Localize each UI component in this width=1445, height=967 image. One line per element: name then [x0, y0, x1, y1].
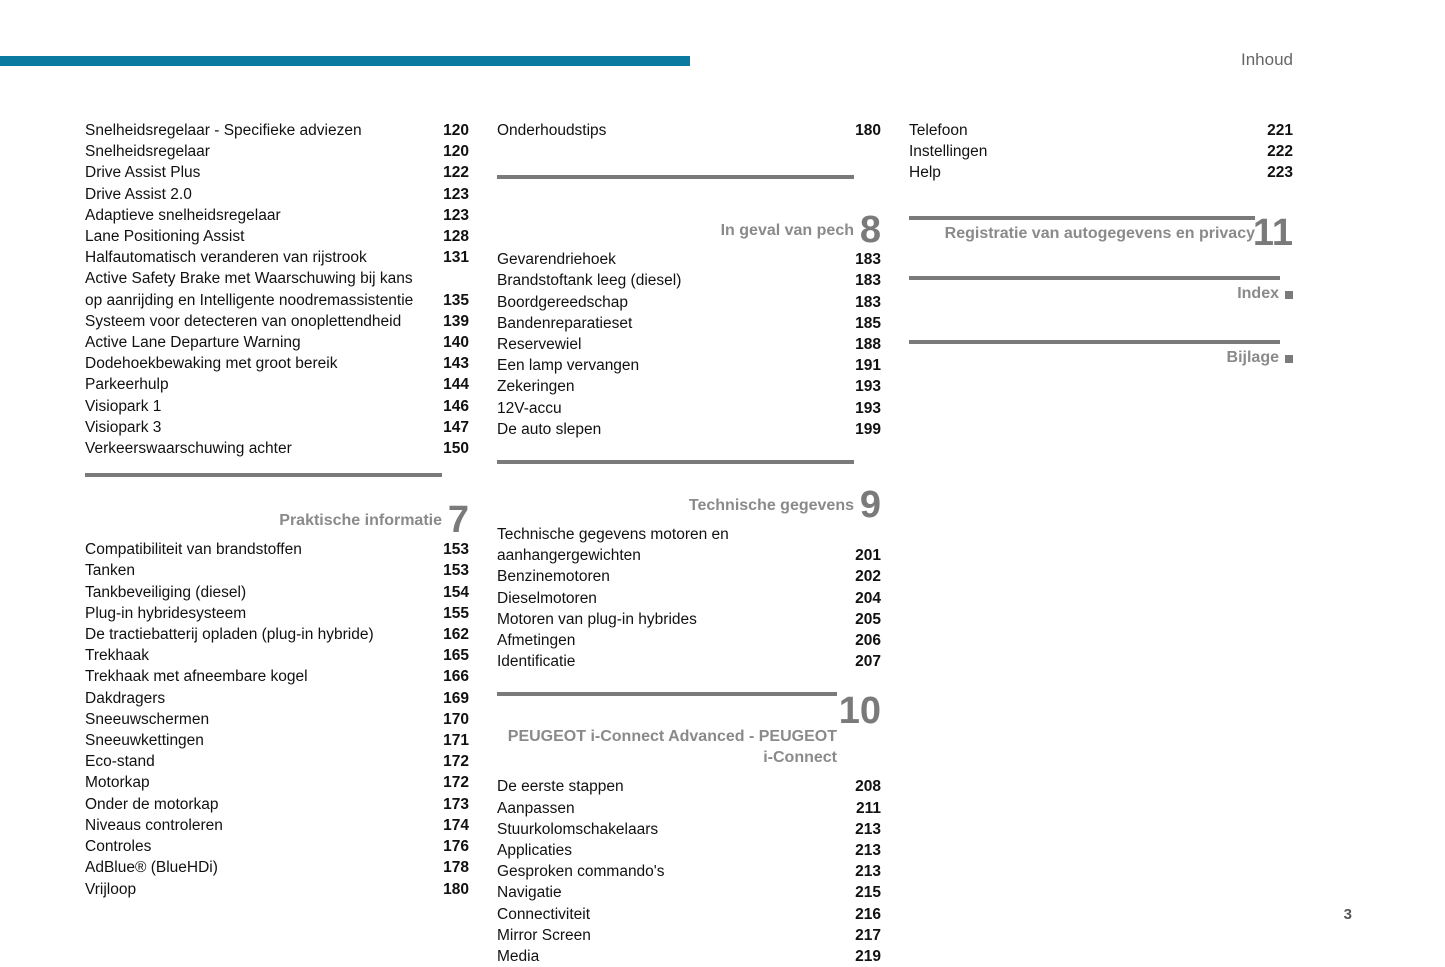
toc-entry[interactable]	[85, 374, 469, 395]
section-header-11[interactable]	[909, 211, 1293, 254]
toc-entry-title: Snelheidsregelaar - Specifieke adviezen	[85, 122, 362, 139]
toc-entry-page: 153	[443, 562, 469, 580]
toc-entry-title: De tractiebatterij opladen (plug-in hybride)	[85, 626, 374, 644]
section-header-index[interactable]	[909, 276, 1293, 304]
toc-entry-title: Controles	[85, 838, 152, 856]
toc-entry-title: Help	[909, 164, 941, 182]
toc-entry-title: Tanken	[85, 562, 135, 580]
toc-entry-page: 193	[855, 399, 881, 417]
toc-entry-title: Applicaties	[497, 842, 572, 860]
toc-entry-title: Boordgereedschap	[497, 293, 628, 311]
toc-entry[interactable]	[85, 438, 469, 459]
toc-entry[interactable]	[85, 582, 469, 603]
toc-entry-title: Systeem voor detecteren van onoplettendheid	[85, 312, 402, 330]
toc-entry-page: 150	[443, 440, 469, 458]
toc-entry-title: Motorkap	[85, 774, 150, 792]
section-title: Technische gegevens	[688, 497, 854, 515]
toc-entry-title: Een lamp vervangen	[497, 357, 640, 375]
toc-entry-title: Telefoon	[909, 122, 968, 139]
toc-entry[interactable]	[497, 904, 881, 925]
section-title: Bijlage	[1226, 348, 1279, 366]
toc-list	[85, 120, 469, 459]
toc-entry[interactable]	[497, 882, 881, 903]
toc-entry[interactable]	[85, 857, 469, 878]
toc-entry[interactable]	[85, 751, 469, 772]
toc-entry[interactable]	[85, 836, 469, 857]
toc-entry[interactable]	[85, 417, 469, 438]
section-number: 8	[859, 209, 881, 252]
section-rule	[85, 473, 442, 477]
toc-entry-title: Active Safety Brake met Waarschuwing bij kans op aanrijding en Intelligente noodremassistentie	[85, 270, 414, 309]
toc-entry-page: 183	[855, 293, 881, 311]
toc-entry-page: 144	[443, 376, 469, 394]
toc-entry-title: AdBlue® (BlueHDi)	[85, 859, 218, 877]
toc-entry[interactable]	[497, 334, 881, 355]
toc-entry-page: 183	[855, 251, 881, 269]
toc-entry[interactable]	[497, 270, 881, 291]
toc-entry-page: 193	[855, 378, 881, 396]
page-number: 3	[1343, 906, 1352, 923]
section-header-8[interactable]	[497, 175, 881, 252]
toc-entry[interactable]	[85, 205, 469, 226]
section-title: In geval van pech	[720, 222, 854, 240]
section-number: 9	[859, 484, 881, 527]
square-bullet-icon	[1285, 355, 1293, 363]
toc-entry[interactable]	[85, 353, 469, 374]
toc-entry-page: 170	[443, 710, 469, 728]
section-header-7[interactable]	[85, 473, 469, 542]
toc-column-3	[909, 120, 1293, 368]
toc-entry-page: 139	[443, 312, 469, 330]
toc-entry[interactable]	[497, 819, 881, 840]
toc-entry-title: Technische gegevens motoren en aanhangergewichten	[497, 526, 729, 565]
toc-entry-page: 178	[443, 859, 469, 877]
section-rule	[497, 692, 837, 696]
toc-entry[interactable]	[85, 688, 469, 709]
toc-entry[interactable]	[497, 588, 881, 609]
square-bullet-icon	[1285, 291, 1293, 299]
top-accent-bar	[0, 56, 690, 66]
toc-entry-page: 165	[443, 647, 469, 665]
toc-entry[interactable]	[497, 313, 881, 334]
toc-entry[interactable]	[85, 184, 469, 205]
toc-entry-title: 12V-accu	[497, 399, 562, 417]
toc-entry-title: Aanpassen	[497, 799, 575, 817]
toc-entry-page: 206	[855, 632, 881, 650]
toc-entry[interactable]	[85, 624, 469, 645]
toc-list	[909, 120, 1293, 184]
toc-entry-title: Drive Assist Plus	[85, 164, 201, 182]
section-rule	[497, 175, 854, 179]
section-header-10[interactable]	[497, 692, 881, 776]
section-number: 10	[838, 690, 881, 733]
toc-entry-title: De eerste stappen	[497, 778, 624, 796]
toc-entry[interactable]	[85, 162, 469, 183]
toc-entry-title: Tankbeveiliging (diesel)	[85, 583, 247, 601]
toc-entry-page: 223	[1267, 164, 1293, 182]
toc-entry-title: Dieselmotoren	[497, 589, 597, 607]
toc-entry-page: 211	[855, 799, 881, 817]
toc-entry-page: 172	[443, 753, 469, 771]
section-rule	[909, 276, 1280, 280]
toc-entry-page: 213	[855, 820, 881, 838]
toc-entry-title: Vrijloop	[85, 880, 137, 898]
section-title: Index	[1237, 284, 1279, 302]
toc-entry[interactable]	[497, 566, 881, 587]
toc-entry-title: Mirror Screen	[497, 926, 591, 944]
toc-entry-page: 122	[443, 164, 469, 182]
toc-entry-title: Reservewiel	[497, 336, 582, 354]
toc-entry-title: Lane Positioning Assist	[85, 228, 245, 246]
section-number: 11	[1252, 211, 1293, 254]
toc-entry[interactable]	[85, 332, 469, 353]
toc-entry[interactable]	[497, 249, 881, 270]
toc-entry[interactable]	[497, 398, 881, 419]
toc-entry[interactable]	[497, 609, 881, 630]
toc-entry[interactable]	[85, 709, 469, 730]
toc-entry-title: Niveaus controleren	[85, 816, 223, 834]
toc-list	[497, 524, 881, 672]
toc-entry-title: Brandstoftank leeg (diesel)	[497, 272, 682, 290]
toc-entry-title: Navigatie	[497, 884, 562, 902]
toc-entry-page: 131	[443, 249, 469, 267]
toc-entry-page: 213	[855, 842, 881, 860]
toc-entry-page: 199	[855, 420, 881, 438]
toc-entry-page: 155	[443, 604, 469, 622]
section-rule	[497, 460, 854, 464]
toc-entry-page: 204	[855, 589, 881, 607]
toc-entry-page: 153	[443, 541, 469, 559]
toc-entry[interactable]	[497, 524, 881, 566]
toc-entry-title: Sneeuwkettingen	[85, 732, 204, 750]
toc-entry-page: 185	[855, 314, 881, 332]
toc-column-1	[85, 120, 469, 900]
toc-entry[interactable]	[85, 794, 469, 815]
toc-entry[interactable]	[497, 946, 881, 967]
toc-entry-title: Sneeuwschermen	[85, 710, 210, 728]
section-rule	[909, 340, 1280, 344]
toc-entry-title: Benzinemotoren	[497, 568, 610, 586]
toc-entry-title: Afmetingen	[497, 632, 576, 650]
toc-entry-page: 183	[855, 272, 881, 290]
toc-entry-page: 171	[443, 732, 469, 750]
toc-entry[interactable]	[909, 120, 1293, 141]
toc-entry-page: 219	[855, 948, 881, 966]
toc-entry-page: 143	[443, 355, 469, 373]
toc-entry[interactable]	[497, 376, 881, 397]
toc-entry[interactable]	[497, 419, 881, 440]
toc-entry-page: 169	[443, 689, 469, 707]
toc-entry[interactable]	[85, 560, 469, 581]
toc-entry-page: 154	[443, 583, 469, 601]
toc-list	[497, 249, 881, 440]
toc-entry-title: Adaptieve snelheidsregelaar	[85, 206, 281, 224]
toc-entry[interactable]	[909, 162, 1293, 183]
section-rule	[909, 216, 1255, 220]
toc-entry-title: Trekhaak	[85, 647, 150, 665]
toc-entry-title: Active Lane Departure Warning	[85, 334, 301, 352]
section-title: Registratie van autogegevens en privacy	[944, 224, 1255, 242]
toc-entry-page: 202	[855, 568, 881, 586]
toc-entry[interactable]	[497, 651, 881, 672]
toc-entry[interactable]	[85, 772, 469, 793]
toc-entry-title: Onder de motorkap	[85, 795, 219, 813]
toc-entry-page: 162	[443, 626, 469, 644]
toc-entry-page: 147	[443, 418, 469, 436]
toc-entry-page: 213	[855, 863, 881, 881]
toc-list	[497, 776, 881, 967]
toc-entry[interactable]	[85, 396, 469, 417]
toc-entry-title: Gevarendriehoek	[497, 251, 616, 269]
toc-entry-page: 207	[855, 653, 881, 671]
toc-entry-title: Trekhaak met afneembare kogel	[85, 668, 308, 686]
toc-entry-page: 180	[855, 122, 881, 139]
toc-entry-title: Instellingen	[909, 143, 988, 161]
toc-entry[interactable]	[497, 120, 881, 141]
toc-entry-page: 180	[443, 880, 469, 898]
toc-entry[interactable]	[497, 861, 881, 882]
toc-entry-title: Compatibiliteit van brandstoffen	[85, 541, 302, 559]
toc-entry[interactable]	[85, 247, 469, 268]
toc-entry-page: 135	[443, 291, 469, 309]
toc-entry-page: 123	[443, 185, 469, 203]
toc-entry[interactable]	[85, 645, 469, 666]
section-header-9[interactable]	[497, 460, 881, 527]
toc-entry-page: 191	[855, 357, 881, 375]
toc-entry-title: Plug-in hybridesysteem	[85, 604, 247, 622]
toc-entry-page: 166	[443, 668, 469, 686]
toc-entry-title: Gesproken commando's	[497, 863, 665, 881]
toc-entry-page: 174	[443, 816, 469, 834]
toc-entry-page: 140	[443, 334, 469, 352]
toc-entry-title: Bandenreparatieset	[497, 314, 633, 332]
toc-entry[interactable]	[85, 311, 469, 332]
toc-entry[interactable]	[497, 292, 881, 313]
toc-entry[interactable]	[497, 355, 881, 376]
toc-entry-title: Connectiviteit	[497, 905, 591, 923]
toc-entry-page: 128	[443, 228, 469, 246]
toc-entry-page: 120	[443, 143, 469, 161]
toc-list	[497, 120, 881, 141]
toc-entry[interactable]	[497, 630, 881, 651]
section-title: Praktische informatie	[279, 512, 442, 530]
toc-entry[interactable]	[85, 539, 469, 560]
toc-entry[interactable]	[85, 879, 469, 900]
toc-entry-title: Zekeringen	[497, 378, 575, 396]
toc-entry-title: Snelheidsregelaar	[85, 143, 210, 161]
toc-entry-page: 205	[855, 610, 881, 628]
toc-entry-title: Parkeerhulp	[85, 376, 169, 394]
toc-entry-title: Halfautomatisch veranderen van rijstrook	[85, 249, 367, 267]
toc-entry[interactable]	[85, 120, 469, 141]
toc-entry-page: 173	[443, 795, 469, 813]
toc-entry-title: Stuurkolomschakelaars	[497, 820, 659, 838]
toc-list	[85, 539, 469, 899]
toc-entry[interactable]	[497, 840, 881, 861]
toc-entry-title: Onderhoudstips	[497, 122, 607, 139]
toc-entry-page: 201	[855, 547, 881, 565]
toc-entry-page: 188	[855, 336, 881, 354]
toc-entry-page: 216	[855, 905, 881, 923]
toc-entry-page: 221	[1267, 122, 1293, 139]
section-header-bijlage[interactable]	[909, 340, 1293, 368]
toc-entry-page: 215	[855, 884, 881, 902]
toc-entry-title: Visiopark 1	[85, 397, 162, 415]
toc-entry[interactable]	[85, 815, 469, 836]
toc-entry-page: 176	[443, 838, 469, 856]
toc-entry-title: Eco-stand	[85, 753, 155, 771]
toc-entry-page: 172	[443, 774, 469, 792]
toc-entry-title: Visiopark 3	[85, 418, 162, 436]
toc-entry-page: 217	[855, 926, 881, 944]
toc-entry-title: Motoren van plug-in hybrides	[497, 610, 697, 628]
toc-entry-title: Dodehoekbewaking met groot bereik	[85, 355, 338, 373]
toc-entry[interactable]	[497, 798, 881, 819]
toc-entry[interactable]	[85, 730, 469, 751]
toc-entry-page: 123	[443, 206, 469, 224]
toc-entry-page: 120	[443, 122, 469, 139]
toc-entry[interactable]	[909, 141, 1293, 162]
toc-entry[interactable]	[85, 141, 469, 162]
toc-entry-title: Identificatie	[497, 653, 576, 671]
toc-entry-page: 222	[1267, 143, 1293, 161]
toc-entry-page: 208	[855, 778, 881, 796]
toc-entry[interactable]	[497, 776, 881, 797]
toc-entry[interactable]	[497, 925, 881, 946]
page-header-title: Inhoud	[1241, 50, 1293, 69]
toc-column-2	[497, 120, 881, 967]
toc-entry-title: Drive Assist 2.0	[85, 185, 192, 203]
toc-entry-title: De auto slepen	[497, 420, 602, 438]
toc-entry[interactable]	[85, 666, 469, 687]
toc-entry-title: Verkeerswaarschuwing achter	[85, 440, 292, 458]
section-number: 7	[447, 499, 469, 542]
toc-entry[interactable]	[85, 226, 469, 247]
toc-entry-page: 146	[443, 397, 469, 415]
toc-entry-title: Dakdragers	[85, 689, 166, 707]
section-title: PEUGEOT i-Connect Advanced - PEUGEOT i-Connect	[507, 728, 837, 767]
toc-entry-title: Media	[497, 948, 540, 966]
toc-entry[interactable]	[85, 603, 469, 624]
toc-entry[interactable]	[85, 268, 469, 310]
